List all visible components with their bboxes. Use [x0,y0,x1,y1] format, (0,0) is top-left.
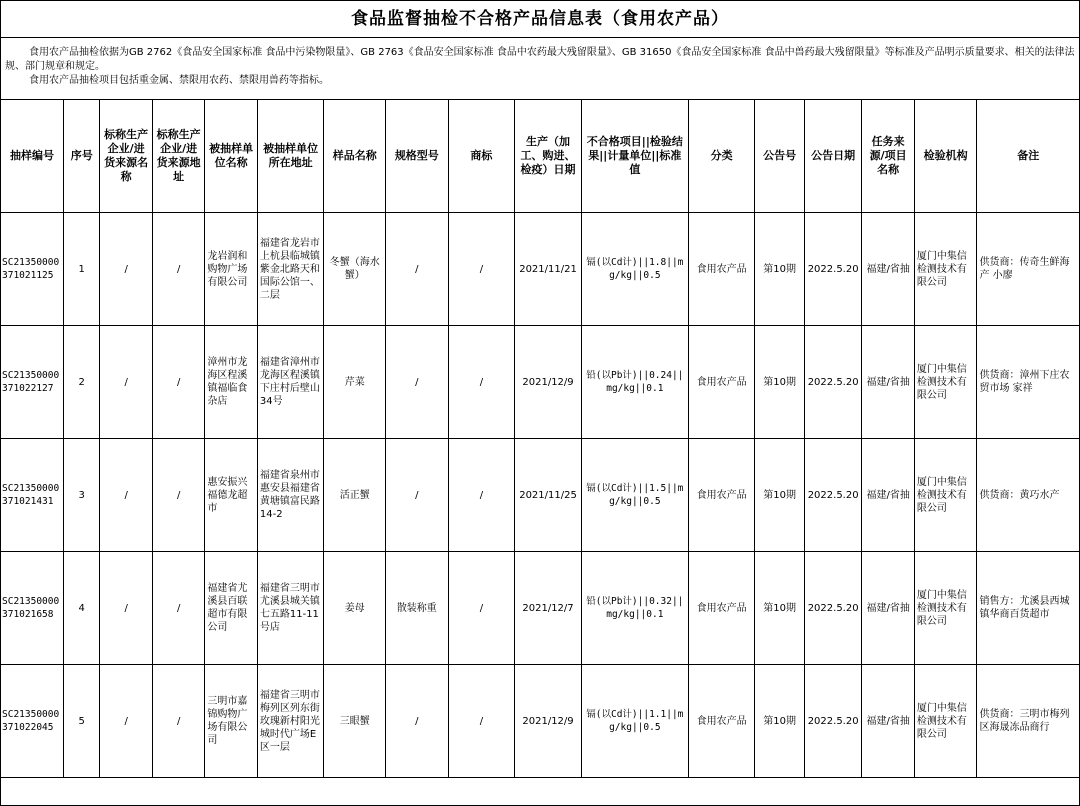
category-cell: 食用农产品 [688,665,755,778]
sample-no-cell: SC21350000371021658 [1,552,64,665]
table-row [1,665,1079,778]
task-cell: 福建/省抽 [862,439,914,552]
col-header-sample-name: 样品名称 [324,100,386,213]
unit-addr-cell: 福建省三明市尤溪县城关镇七五路11-11号店 [257,552,324,665]
sample-name-cell: 三眼蟹 [324,665,386,778]
producer-addr-cell: / [152,326,204,439]
col-header-date: 生产（加工、购进、检疫）日期 [515,100,582,213]
col-header-sample-no: 抽样编号 [1,100,64,213]
date-cell: 2021/12/9 [515,326,582,439]
spec-cell: / [386,439,449,552]
task-cell: 福建/省抽 [862,213,914,326]
category-cell: 食用农产品 [688,213,755,326]
lab-cell: 厦门中集信检测技术有限公司 [914,665,977,778]
producer-name-cell: / [100,665,152,778]
col-header-brand: 商标 [448,100,515,213]
seq-cell: 5 [64,665,100,778]
standards-note [1,38,1079,100]
table-row [1,552,1079,665]
header-row [1,100,1079,213]
spec-cell: / [386,665,449,778]
spec-cell: / [386,326,449,439]
spec-cell: / [386,213,449,326]
producer-addr-cell: / [152,552,204,665]
result-cell: 镉(以Cd计)||1.1||mg/kg||0.5 [581,665,688,778]
col-header-notice-no: 公告号 [755,100,804,213]
failed-products-table [1,100,1079,778]
result-cell: 铅(以Pb计)||0.24||mg/kg||0.1 [581,326,688,439]
col-header-lab: 检验机构 [914,100,977,213]
seq-cell: 2 [64,326,100,439]
table-row [1,439,1079,552]
notice-date-cell: 2022.5.20 [804,213,862,326]
sheet-title: 食品监督抽检不合格产品信息表（食用农产品） [1,1,1079,38]
col-header-remark: 备注 [977,100,1079,213]
sample-name-cell: 冬蟹（海水蟹） [324,213,386,326]
task-cell: 福建/省抽 [862,326,914,439]
col-header-producer-name: 标称生产企业/进货来源名称 [100,100,152,213]
result-cell: 铅(以Pb计)||0.32||mg/kg||0.1 [581,552,688,665]
result-cell: 镉(以Cd计)||1.8||mg/kg||0.5 [581,213,688,326]
lab-cell: 厦门中集信检测技术有限公司 [914,213,977,326]
table-row [1,213,1079,326]
unit-name-cell: 福建省尤溪县百联超市有限公司 [205,552,257,665]
date-cell: 2021/12/9 [515,665,582,778]
unit-addr-cell: 福建省泉州市惠安县福建省黄塘镇富民路14-2 [257,439,324,552]
producer-addr-cell: / [152,439,204,552]
notice-date-cell: 2022.5.20 [804,665,862,778]
brand-cell: / [448,326,515,439]
col-header-task: 任务来源/项目名称 [862,100,914,213]
seq-cell: 4 [64,552,100,665]
sample-name-cell: 姜母 [324,552,386,665]
remark-cell: 销售方：尤溪县西城镇华商百货超市 [977,552,1079,665]
sample-no-cell: SC21350000371022127 [1,326,64,439]
brand-cell: / [448,439,515,552]
task-cell: 福建/省抽 [862,552,914,665]
notice-date-cell: 2022.5.20 [804,552,862,665]
sample-no-cell: SC21350000371022045 [1,665,64,778]
unit-name-cell: 漳州市龙海区程溪镇福临食杂店 [205,326,257,439]
col-header-producer-addr: 标称生产企业/进货来源地址 [152,100,204,213]
notice-no-cell: 第10期 [755,213,804,326]
table-row [1,326,1079,439]
col-header-seq: 序号 [64,100,100,213]
lab-cell: 厦门中集信检测技术有限公司 [914,439,977,552]
result-cell: 镉(以Cd计)||1.5||mg/kg||0.5 [581,439,688,552]
col-header-spec: 规格型号 [386,100,449,213]
notice-no-cell: 第10期 [755,326,804,439]
remark-cell: 供货商：传奇生鲜海产 小廖 [977,213,1079,326]
producer-name-cell: / [100,552,152,665]
producer-name-cell: / [100,213,152,326]
brand-cell: / [448,552,515,665]
unit-name-cell: 惠安振兴福德龙超市 [205,439,257,552]
notice-no-cell: 第10期 [755,552,804,665]
producer-addr-cell: / [152,213,204,326]
unit-name-cell: 三明市嘉锦购物广场有限公司 [205,665,257,778]
brand-cell: / [448,213,515,326]
task-cell: 福建/省抽 [862,665,914,778]
sample-name-cell: 芹菜 [324,326,386,439]
sample-name-cell: 活正蟹 [324,439,386,552]
date-cell: 2021/12/7 [515,552,582,665]
sample-no-cell: SC21350000371021125 [1,213,64,326]
note-line-items: 食用农产品抽检项目包括重金属、禁限用农药、禁限用兽药等指标。 [29,75,329,86]
note-line-basis: 食用农产品抽检依据为GB 2762《食品安全国家标准 食品中污染物限量》、GB 2763《食品安全国家标准 食品中农药最大残留限量》、GB 31650《食品安全国家标准 食品中兽药最大残留限量》等标准及产品明示质量要求、相关的法律法规、部门规章和规定。 [5,47,1075,72]
unit-addr-cell: 福建省漳州市龙海区程溪镇下庄村后壁山34号 [257,326,324,439]
col-header-unit-addr: 被抽样单位所在地址 [257,100,324,213]
unit-name-cell: 龙岩润和购物广场有限公司 [205,213,257,326]
unit-addr-cell: 福建省龙岩市上杭县临城镇紫金北路天和国际公馆一、二层 [257,213,324,326]
col-header-category: 分类 [688,100,755,213]
producer-addr-cell: / [152,665,204,778]
date-cell: 2021/11/21 [515,213,582,326]
category-cell: 食用农产品 [688,326,755,439]
remark-cell: 供货商：黄巧水产 [977,439,1079,552]
notice-date-cell: 2022.5.20 [804,439,862,552]
category-cell: 食用农产品 [688,439,755,552]
notice-no-cell: 第10期 [755,439,804,552]
seq-cell: 1 [64,213,100,326]
date-cell: 2021/11/25 [515,439,582,552]
col-header-notice-date: 公告日期 [804,100,862,213]
col-header-unit-name: 被抽样单位名称 [205,100,257,213]
seq-cell: 3 [64,439,100,552]
remark-cell: 供货商：漳州下庄农贸市场 家祥 [977,326,1079,439]
unit-addr-cell: 福建省三明市梅列区列东街玫瑰新村阳光城时代广场E区一层 [257,665,324,778]
notice-date-cell: 2022.5.20 [804,326,862,439]
spec-cell: 散装称重 [386,552,449,665]
producer-name-cell: / [100,439,152,552]
lab-cell: 厦门中集信检测技术有限公司 [914,326,977,439]
sample-no-cell: SC21350000371021431 [1,439,64,552]
remark-cell: 供货商：三明市梅列区海晟冻品商行 [977,665,1079,778]
brand-cell: / [448,665,515,778]
category-cell: 食用农产品 [688,552,755,665]
notice-no-cell: 第10期 [755,665,804,778]
col-header-result: 不合格项目||检验结果||计量单位||标准值 [581,100,688,213]
producer-name-cell: / [100,326,152,439]
lab-cell: 厦门中集信检测技术有限公司 [914,552,977,665]
